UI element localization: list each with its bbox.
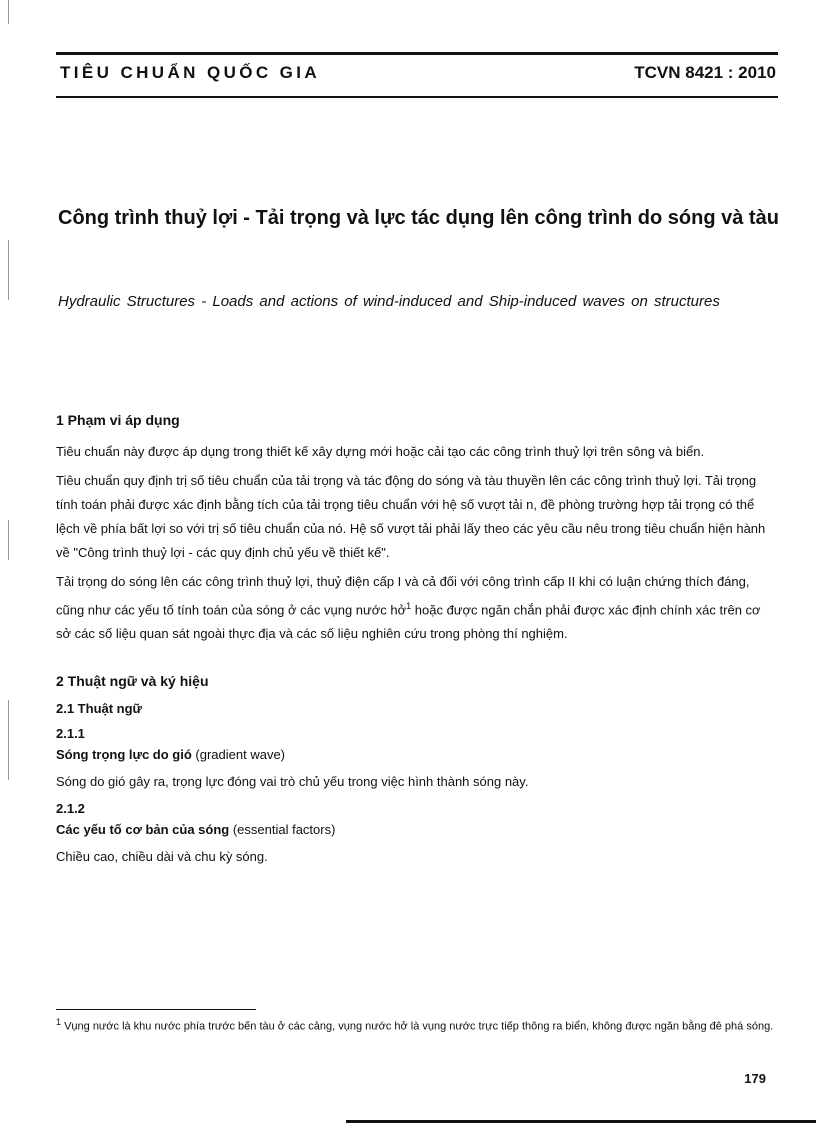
- footnote: [56, 1015, 778, 1035]
- scan-edge-mark: [8, 700, 9, 780]
- page-number: 179: [744, 1071, 766, 1086]
- section-1-paragraph-1: Tiêu chuẩn này được áp dụng trong thiết kế xây dựng mới hoặc cải tạo các công trình thuỷ lợi trên sông và biển.: [56, 444, 705, 459]
- standard-type-label: TIÊU CHUẨN QUỐC GIA: [60, 63, 321, 82]
- section-2-1-heading: 2.1 Thuật ngữ: [56, 701, 142, 717]
- term-definition: Chiều cao, chiều dài và chu kỳ sóng.: [56, 849, 268, 865]
- term-number: 2.1.1: [56, 726, 85, 742]
- term-english: (essential factors): [229, 822, 336, 838]
- term-name: Sóng trọng lực do gió: [56, 747, 192, 763]
- scan-edge-mark: [8, 520, 9, 560]
- term-entry: [56, 747, 778, 762]
- scan-edge-mark: [8, 240, 9, 300]
- term-definition: Sóng do gió gây ra, trọng lực đóng vai trò chủ yếu trong việc hình thành sóng này.: [56, 774, 529, 790]
- footnote-reference: 1: [406, 601, 412, 611]
- footnote-text: Vụng nước là khu nước phía trước bến tàu ở các cảng, vụng nước hở là vụng nước trực tiếp thông ra biển, không được ngăn bằng đê phá sóng.: [61, 1020, 774, 1033]
- header-bottom-rule: [56, 96, 778, 98]
- scan-edge-mark: [8, 0, 9, 24]
- document-body: [56, 412, 778, 876]
- footnote-separator: [56, 1009, 256, 1010]
- document-subtitle-english: Hydraulic Structures - Loads and actions of wind-induced and Ship-induced waves on structures: [58, 293, 720, 310]
- section-1-paragraph-2: Tiêu chuẩn quy định trị số tiêu chuẩn của tải trọng và tác động do sóng và tàu thuyền lên các công trình thuỷ lợi. Tải trọng tính toán phải được xác định bằng tích của tải trọng tiêu chuẩn với hệ số vượt tải n, đề phòng trường hợp tải trọng có thể lệch về phía bất lợi so với trị số tiêu chuẩn của nó. Hệ số vượt tải phải lấy theo các yêu cầu nêu trong tiêu chuẩn hiện hành về "Công trình thuỷ lợi - các quy định chủ yếu về thiết kế".: [56, 473, 766, 560]
- header-top-rule: [56, 52, 778, 55]
- paragraph-text: Tải trọng do sóng lên các công trình thuỷ lợi, thuỷ điện cấp I và cả đối với công trình cấp II khi có luận chứng thích đáng, cũng như các yếu tố tính toán của sóng ở các vụng nước hở: [56, 574, 750, 618]
- standard-code: TCVN 8421 : 2010: [634, 63, 776, 82]
- term-english: (gradient wave): [191, 747, 286, 763]
- paragraph-text: hoặc được ngăn chắn phải được xác định chính xác trên cơ sở các số liệu quan sát ngoài thực địa và các số liệu nghiên cứu trong phòng thí nghiệm.: [56, 602, 761, 642]
- section-1-heading: 1 Phạm vi áp dụng: [56, 412, 180, 428]
- term-entry: [56, 822, 778, 837]
- document-title: Công trình thuỷ lợi - Tải trọng và lực tác dụng lên công trình do sóng và tàu: [58, 207, 779, 229]
- section-2-heading: 2 Thuật ngữ và ký hiệu: [56, 673, 209, 690]
- term-number: 2.1.2: [56, 801, 85, 817]
- footnote-marker: 1: [56, 1017, 62, 1027]
- section-1-paragraph-3: [56, 570, 778, 646]
- term-name: Các yếu tố cơ bản của sóng: [56, 822, 230, 838]
